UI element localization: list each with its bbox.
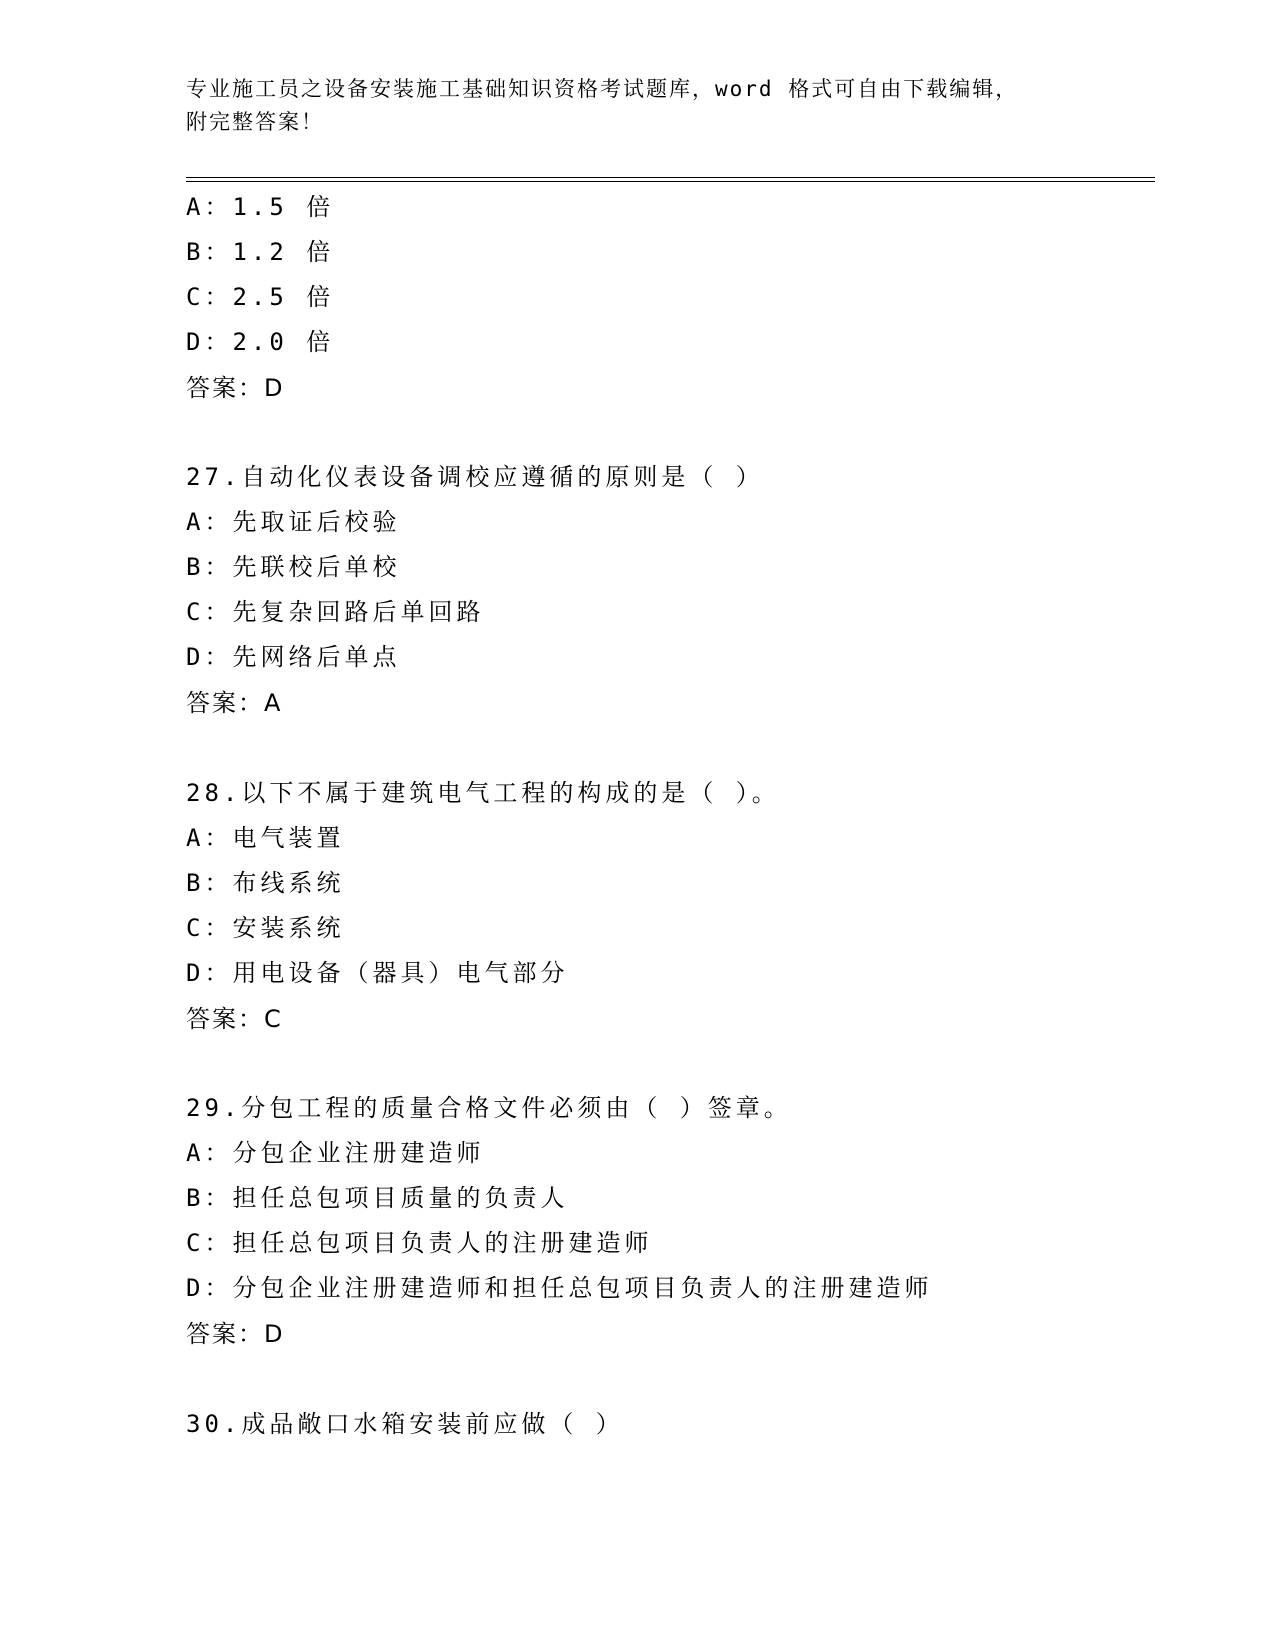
q27-answer: 答案：A [186, 689, 283, 717]
header-line-1: 专业施工员之设备安装施工基础知识资格考试题库，word 格式可自由下载编辑， [186, 77, 1019, 101]
q29-question: 29.分包工程的质量合格文件必须由（ ）签章。 [186, 1094, 792, 1122]
q26-option-b: B：1.2 倍 [186, 238, 335, 266]
q26-option-d: D：2.0 倍 [186, 328, 335, 356]
header-divider-top [186, 177, 1155, 178]
q26-option-a: A：1.5 倍 [186, 193, 335, 221]
q28-question: 28.以下不属于建筑电气工程的构成的是（ ）。 [186, 779, 780, 807]
q29-option-c: C：担任总包项目负责人的注册建造师 [186, 1229, 653, 1257]
q27-option-a: A：先取证后校验 [186, 508, 401, 536]
q27-option-b: B：先联校后单校 [186, 553, 401, 581]
q26-option-c: C：2.5 倍 [186, 283, 335, 311]
q28-option-b: B：布线系统 [186, 869, 345, 897]
q28-option-a: A：电气装置 [186, 824, 345, 852]
q29-answer: 答案：D [186, 1320, 285, 1348]
q28-option-c: C：安装系统 [186, 914, 345, 942]
q29-option-d: D：分包企业注册建造师和担任总包项目负责人的注册建造师 [186, 1274, 933, 1302]
q28-option-d: D：用电设备（器具）电气部分 [186, 959, 569, 987]
header-line-2: 附完整答案！ [186, 110, 324, 134]
q27-question: 27.自动化仪表设备调校应遵循的原则是（ ） [186, 463, 764, 491]
q26-answer: 答案：D [186, 374, 285, 402]
q29-option-b: B：担任总包项目质量的负责人 [186, 1184, 569, 1212]
q28-answer: 答案：C [186, 1005, 283, 1033]
q29-option-a: A：分包企业注册建造师 [186, 1139, 485, 1167]
q27-option-d: D：先网络后单点 [186, 643, 401, 671]
q27-option-c: C：先复杂回路后单回路 [186, 598, 485, 626]
document-header [186, 73, 1066, 139]
q30-question: 30.成品敞口水箱安装前应做（ ） [186, 1410, 624, 1438]
header-divider-bottom [186, 181, 1155, 182]
